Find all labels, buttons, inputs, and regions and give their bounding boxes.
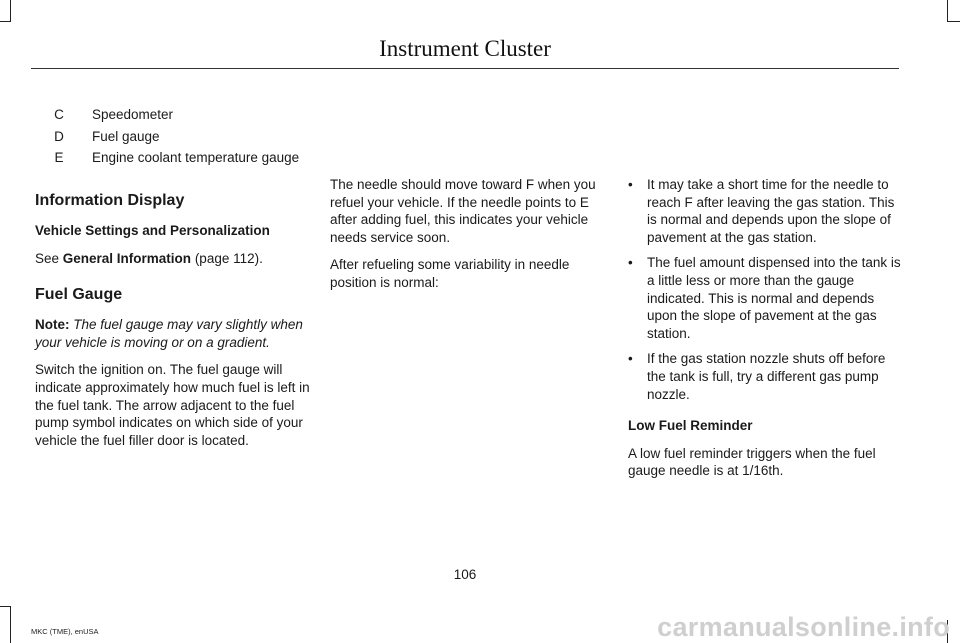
crop-mark-bottom-left-v <box>10 606 11 643</box>
gauge-legend <box>50 104 299 169</box>
bullet-icon: • <box>628 177 633 192</box>
variability-paragraph: After refueling some variability in needle position is normal: <box>330 257 570 290</box>
crop-mark-top-left-v <box>10 0 11 22</box>
see-reference <box>35 250 310 268</box>
crop-mark-top-left-h <box>0 21 11 22</box>
legend-key: C <box>54 107 64 122</box>
low-fuel-paragraph: A low fuel reminder triggers when the fuel gauge needle is at 1/16th. <box>628 445 876 479</box>
information-display-heading: Information Display <box>35 192 185 209</box>
note-label: Note: <box>35 317 70 333</box>
see-suffix: (page 112). <box>191 250 263 266</box>
crop-mark-top-right-v <box>947 0 948 22</box>
crop-mark-bottom-left-h <box>0 606 11 607</box>
low-fuel-heading: Low Fuel Reminder <box>628 418 753 434</box>
legend-item <box>50 104 299 126</box>
page-number: 106 <box>453 567 477 582</box>
list-item <box>628 350 903 403</box>
legend-item <box>50 147 299 169</box>
bullet-icon: • <box>628 351 633 367</box>
column-right <box>628 176 903 490</box>
legend-key: E <box>54 150 64 165</box>
bullet-icon: • <box>628 255 633 271</box>
page-title: Instrument Cluster <box>379 36 551 61</box>
vehicle-settings-heading: Vehicle Settings and Personalization <box>35 223 270 238</box>
see-prefix: See <box>35 250 63 266</box>
crop-mark-top-right-h <box>947 21 960 22</box>
ignition-paragraph: Switch the ignition on. The fuel gauge will indicate approximately how much fuel is left in the fuel tank. The arrow adjacent to the fuel pump symbol indicates on which side of your vehicle the fuel filler door is located. <box>35 362 310 448</box>
header-rule <box>31 68 899 69</box>
fuel-gauge-note <box>35 316 310 351</box>
legend-label: Fuel gauge <box>92 128 160 144</box>
note-text: The fuel gauge may vary slightly when your vehicle is moving or on a gradient. <box>35 317 303 350</box>
legend-item <box>50 126 299 148</box>
refuel-bullet-list <box>628 176 903 403</box>
legend-key: D <box>54 128 64 144</box>
bullet-text: If the gas station nozzle shuts off before the tank is full, try a different gas pump nozzle. <box>647 351 886 402</box>
legend-label: Engine coolant temperature gauge <box>92 150 300 165</box>
bullet-text: It may take a short time for the needle to reach F after leaving the gas station. This is normal and depends upon the slope of pavement at the gas station. <box>647 177 895 245</box>
fuel-gauge-heading: Fuel Gauge <box>35 286 123 304</box>
needle-paragraph: The needle should move toward F when you refuel your vehicle. If the needle points to E after adding fuel, this indicates your vehicle needs service soon. <box>330 177 596 245</box>
column-middle <box>330 176 605 302</box>
list-item <box>628 176 903 246</box>
list-item <box>628 254 903 342</box>
bullet-text: The fuel amount dispensed into the tank is a little less or more than the gauge indicated. This is normal and depends upon the slope of pavement at the gas station. <box>647 255 901 341</box>
watermark: carmanualsonline.info <box>657 612 950 642</box>
general-information-link[interactable]: General Information <box>62 250 192 266</box>
document-id: MKC (TME), enUSA <box>31 627 99 636</box>
legend-label: Speedometer <box>92 107 174 122</box>
column-left <box>35 191 310 459</box>
